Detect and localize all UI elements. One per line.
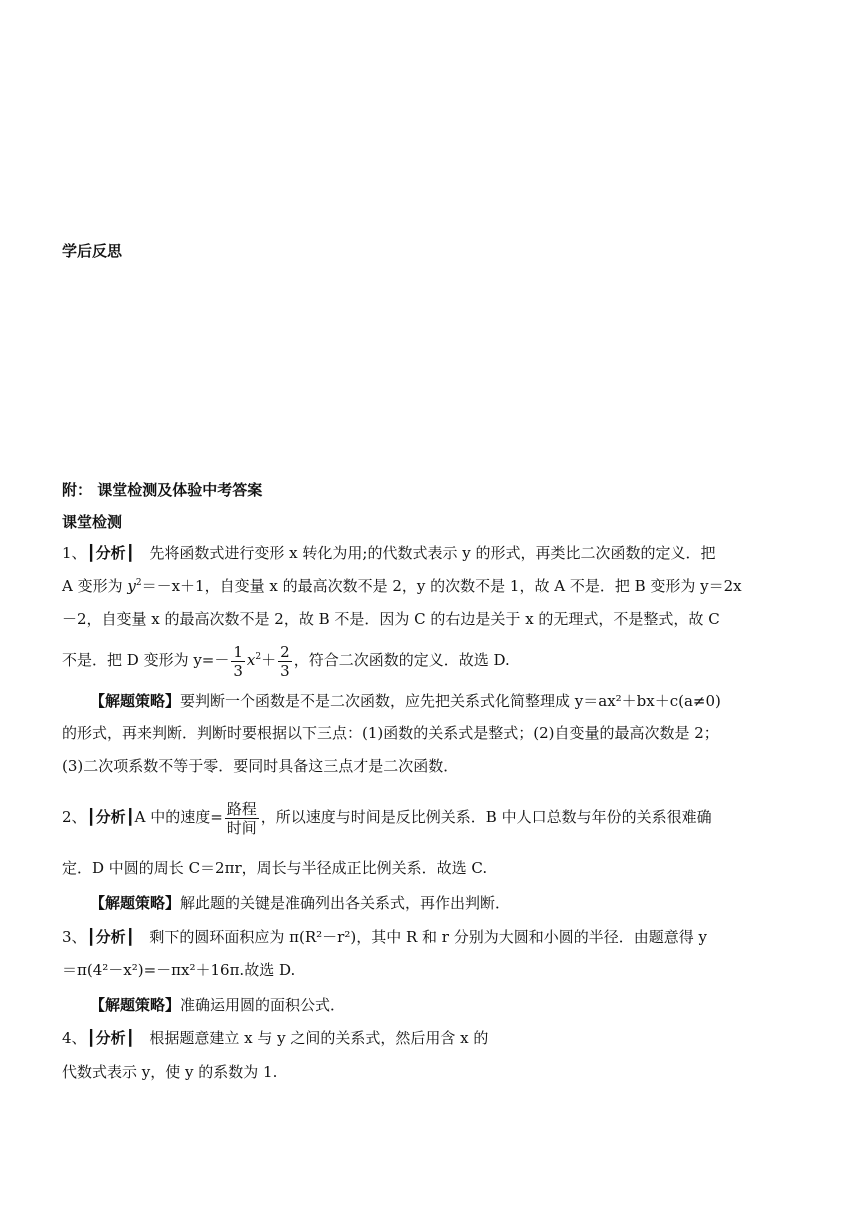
appendix-heading: 附： 课堂检测及体验中考答案 [62,481,263,499]
q1-line-1 [62,542,715,564]
q2-line-1 [62,797,712,837]
q2-frac-num: 路程 [226,799,257,818]
q1-strategy-line-2: 的形式，再来判断．判断时要根据以下三点：(1)函数的关系式是整式；(2)自变量的最高次数是 2； [62,724,719,742]
q2-fraction [225,800,259,837]
q2-text-1a: A 中的速度= [134,808,223,826]
q1-text-2b: y [127,577,136,595]
q1-fraction-2 [278,643,292,680]
q3-strategy-text: 准确运用圆的面积公式． [180,996,346,1014]
q1-text-4a: 不是．把 D 变形为 y=－ [62,651,230,669]
q2-analysis-tag: ┃分析┃ [86,808,135,826]
q1-text-1: 先将函数式进行变形 x 转化为用;的代数式表示 y 的形式，再类比二次函数的定义．把 [149,544,716,562]
q4-line-1 [62,1027,488,1049]
q1-text-2d: ＝－x＋1，自变量 x 的最高次数不是 2，y 的次数不是 1，故 A 不是．把 B 变形为 y＝2x [141,577,742,595]
q4-text-1: 根据题意建立 x 与 y 之间的关系式，然后用含 x 的 [149,1029,489,1047]
q2-number: 2、 [62,808,87,826]
q2-line-2: 定．D 中圆的周长 C＝2πr，周长与半径成正比例关系．故选 C. [62,859,488,877]
section-heading: 课堂检测 [62,513,123,531]
q3-line-1 [62,926,707,948]
q1-number: 1、 [62,544,87,562]
q4-line-2: 代数式表示 y，使 y 的系数为 1. [62,1063,278,1081]
frac1-num: 1 [233,642,243,661]
q2-text-1b: ，所以速度与时间是反比例关系．B 中人口总数与年份的关系很难确 [260,808,712,826]
q1-strategy-text-1: 要判断一个函数是不是二次函数，应先把关系式化简整理成 y＝ax²＋bx＋c(a≠0) [180,692,721,710]
q1-text-4d: ＋ [261,651,277,669]
q1-line-4 [62,640,510,680]
q1-sup-2: 2 [135,578,142,588]
q2-strategy-line [90,892,510,914]
frac1-den: 3 [233,661,243,680]
frac2-den: 3 [280,661,290,680]
q1-fraction-1 [231,643,245,680]
q3-strategy-tag: 【解题策略】 [90,996,181,1014]
q4-number: 4、 [62,1029,87,1047]
frac2-num: 2 [280,642,290,661]
q3-line-2: ＝π(4²－x²)=－πx²＋16π.故选 D. [62,961,296,979]
q4-analysis-tag: ┃分析┃ [86,1029,135,1047]
q1-line-2 [62,575,742,597]
q1-strategy-line-1 [90,690,721,712]
q3-strategy-line [90,994,345,1016]
q1-line-3: －2，自变量 x 的最高次数不是 2，故 B 不是．因为 C 的右边是关于 x 的无理式，不是整式，故 C [62,610,720,628]
q1-text-2a: A 变形为 [62,577,128,595]
reflection-heading: 学后反思 [62,242,123,260]
q1-analysis-tag: ┃分析┃ [86,544,135,562]
q1-text-4e: ，符合二次函数的定义．故选 D. [293,651,510,669]
q2-strategy-text: 解此题的关键是准确列出各关系式，再作出判断． [180,894,511,912]
q3-number: 3、 [62,928,87,946]
q2-frac-den: 时间 [226,818,257,837]
q3-text-1: 剩下的圆环面积应为 π(R²－r²)，其中 R 和 r 分别为大圆和小圆的半径．由题意得 y [149,928,707,946]
q1-strategy-tag: 【解题策略】 [90,692,181,710]
q1-text-4b: x [246,651,256,669]
q1-strategy-line-3: (3)二次项系数不等于零．要同时具备这三点才是二次函数． [62,757,459,775]
q3-analysis-tag: ┃分析┃ [86,928,135,946]
q1-sup-4: 2 [255,652,262,662]
q2-strategy-tag: 【解题策略】 [90,894,181,912]
